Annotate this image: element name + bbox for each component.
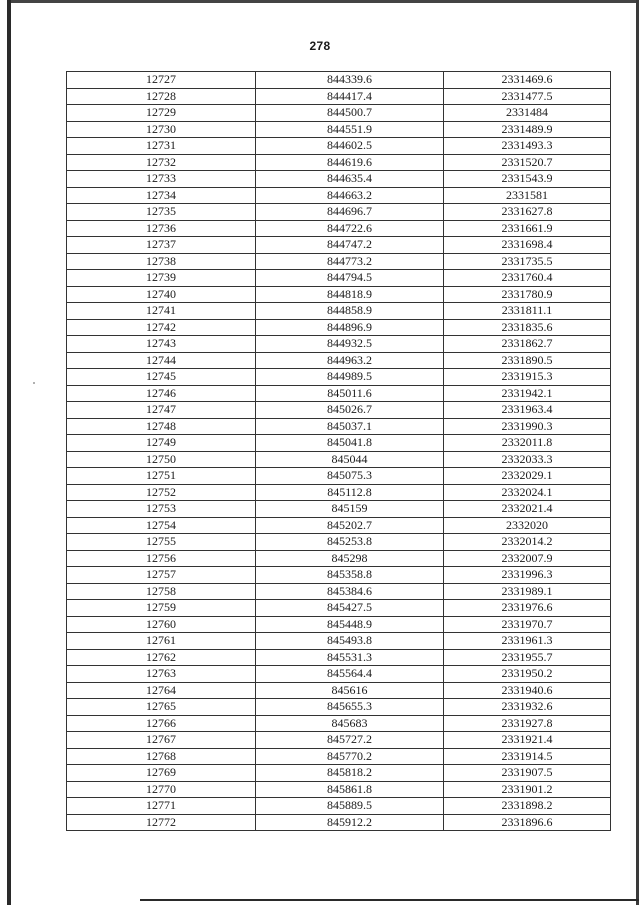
- table-row: [67, 732, 611, 749]
- y-coordinate-cell: 2331940.6: [444, 683, 611, 700]
- table-row: [67, 320, 611, 337]
- y-coordinate-cell: 2331901.2: [444, 782, 611, 799]
- x-coordinate-cell: 844932.5: [256, 336, 444, 353]
- x-coordinate-cell: 845037.1: [256, 419, 444, 436]
- point-number-cell: 12728: [67, 89, 256, 106]
- table-row: [67, 353, 611, 370]
- y-coordinate-cell: 2331581: [444, 188, 611, 205]
- x-coordinate-cell: 845448.9: [256, 617, 444, 634]
- table-row: [67, 699, 611, 716]
- y-coordinate-cell: 2331927.8: [444, 716, 611, 733]
- y-coordinate-cell: 2331520.7: [444, 155, 611, 172]
- point-number-cell: 12731: [67, 138, 256, 155]
- point-number-cell: 12730: [67, 122, 256, 139]
- table-row: [67, 468, 611, 485]
- x-coordinate-cell: 845616: [256, 683, 444, 700]
- table-row: [67, 782, 611, 799]
- y-coordinate-cell: 2331996.3: [444, 567, 611, 584]
- page-border-top: [7, 0, 639, 3]
- point-number-cell: 12746: [67, 386, 256, 403]
- x-coordinate-cell: 845384.6: [256, 584, 444, 601]
- y-coordinate-cell: 2331942.1: [444, 386, 611, 403]
- table-row: [67, 89, 611, 106]
- point-number-cell: 12735: [67, 204, 256, 221]
- x-coordinate-cell: 844500.7: [256, 105, 444, 122]
- y-coordinate-cell: 2331914.5: [444, 749, 611, 766]
- point-number-cell: 12751: [67, 468, 256, 485]
- point-number-cell: 12741: [67, 303, 256, 320]
- table-row: [67, 798, 611, 815]
- x-coordinate-cell: 845727.2: [256, 732, 444, 749]
- y-coordinate-cell: 2331898.2: [444, 798, 611, 815]
- coordinates-table: [66, 71, 611, 831]
- y-coordinate-cell: 2331811.1: [444, 303, 611, 320]
- x-coordinate-cell: 845011.6: [256, 386, 444, 403]
- point-number-cell: 12769: [67, 765, 256, 782]
- x-coordinate-cell: 845202.7: [256, 518, 444, 535]
- point-number-cell: 12736: [67, 221, 256, 238]
- point-number-cell: 12759: [67, 600, 256, 617]
- y-coordinate-cell: 2331963.4: [444, 402, 611, 419]
- table-row: [67, 270, 611, 287]
- y-coordinate-cell: 2331835.6: [444, 320, 611, 337]
- y-coordinate-cell: 2331760.4: [444, 270, 611, 287]
- table-row: [67, 749, 611, 766]
- point-number-cell: 12753: [67, 501, 256, 518]
- x-coordinate-cell: 845912.2: [256, 815, 444, 832]
- point-number-cell: 12729: [67, 105, 256, 122]
- point-number-cell: 12727: [67, 72, 256, 89]
- point-number-cell: 12732: [67, 155, 256, 172]
- table-row: [67, 237, 611, 254]
- point-number-cell: 12743: [67, 336, 256, 353]
- y-coordinate-cell: 2331489.9: [444, 122, 611, 139]
- x-coordinate-cell: 845493.8: [256, 633, 444, 650]
- table-row: [67, 369, 611, 386]
- point-number-cell: 12738: [67, 254, 256, 271]
- table-row: [67, 485, 611, 502]
- y-coordinate-cell: 2331543.9: [444, 171, 611, 188]
- y-coordinate-cell: 2331627.8: [444, 204, 611, 221]
- table-row: [67, 650, 611, 667]
- point-number-cell: 12744: [67, 353, 256, 370]
- table-row: [67, 567, 611, 584]
- x-coordinate-cell: 844858.9: [256, 303, 444, 320]
- x-coordinate-cell: 845075.3: [256, 468, 444, 485]
- y-coordinate-cell: 2332033.3: [444, 452, 611, 469]
- y-coordinate-cell: 2331484: [444, 105, 611, 122]
- y-coordinate-cell: 2331780.9: [444, 287, 611, 304]
- x-coordinate-cell: 845298: [256, 551, 444, 568]
- table-row: [67, 105, 611, 122]
- x-coordinate-cell: 845427.5: [256, 600, 444, 617]
- table-row: [67, 155, 611, 172]
- point-number-cell: 12748: [67, 419, 256, 436]
- x-coordinate-cell: 844818.9: [256, 287, 444, 304]
- x-coordinate-cell: 845861.8: [256, 782, 444, 799]
- table-row: [67, 254, 611, 271]
- page-number: 278: [309, 39, 331, 53]
- x-coordinate-cell: 845683: [256, 716, 444, 733]
- x-coordinate-cell: 844635.4: [256, 171, 444, 188]
- table-row: [67, 386, 611, 403]
- point-number-cell: 12734: [67, 188, 256, 205]
- x-coordinate-cell: 844794.5: [256, 270, 444, 287]
- x-coordinate-cell: 845770.2: [256, 749, 444, 766]
- table-row: [67, 336, 611, 353]
- y-coordinate-cell: 2331469.6: [444, 72, 611, 89]
- x-coordinate-cell: 844896.9: [256, 320, 444, 337]
- x-coordinate-cell: 845564.4: [256, 666, 444, 683]
- y-coordinate-cell: 2331976.6: [444, 600, 611, 617]
- y-coordinate-cell: 2331896.6: [444, 815, 611, 832]
- point-number-cell: 12765: [67, 699, 256, 716]
- y-coordinate-cell: 2331661.9: [444, 221, 611, 238]
- x-coordinate-cell: 845041.8: [256, 435, 444, 452]
- x-coordinate-cell: 844989.5: [256, 369, 444, 386]
- page-border-left: [7, 0, 11, 905]
- x-coordinate-cell: 845655.3: [256, 699, 444, 716]
- y-coordinate-cell: 2331950.2: [444, 666, 611, 683]
- table-row: [67, 600, 611, 617]
- y-coordinate-cell: 2331477.5: [444, 89, 611, 106]
- table-row: [67, 435, 611, 452]
- table-row: [67, 188, 611, 205]
- table-row: [67, 534, 611, 551]
- y-coordinate-cell: 2331921.4: [444, 732, 611, 749]
- x-coordinate-cell: 845358.8: [256, 567, 444, 584]
- table-row: [67, 72, 611, 89]
- y-coordinate-cell: 2331989.1: [444, 584, 611, 601]
- table-row: [67, 204, 611, 221]
- point-number-cell: 12760: [67, 617, 256, 634]
- y-coordinate-cell: 2332020: [444, 518, 611, 535]
- point-number-cell: 12768: [67, 749, 256, 766]
- y-coordinate-cell: 2332011.8: [444, 435, 611, 452]
- x-coordinate-cell: 844722.6: [256, 221, 444, 238]
- x-coordinate-cell: 844747.2: [256, 237, 444, 254]
- table-row: [67, 171, 611, 188]
- point-number-cell: 12740: [67, 287, 256, 304]
- x-coordinate-cell: 845026.7: [256, 402, 444, 419]
- table-row: [67, 402, 611, 419]
- y-coordinate-cell: 2331862.7: [444, 336, 611, 353]
- y-coordinate-cell: 2331915.3: [444, 369, 611, 386]
- point-number-cell: 12750: [67, 452, 256, 469]
- table-row: [67, 633, 611, 650]
- point-number-cell: 12733: [67, 171, 256, 188]
- table-row: [67, 551, 611, 568]
- x-coordinate-cell: 845889.5: [256, 798, 444, 815]
- table-row: [67, 122, 611, 139]
- x-coordinate-cell: 845159: [256, 501, 444, 518]
- x-coordinate-cell: 845044: [256, 452, 444, 469]
- y-coordinate-cell: 2332007.9: [444, 551, 611, 568]
- table-row: [67, 518, 611, 535]
- y-coordinate-cell: 2331990.3: [444, 419, 611, 436]
- point-number-cell: 12745: [67, 369, 256, 386]
- point-number-cell: 12767: [67, 732, 256, 749]
- point-number-cell: 12761: [67, 633, 256, 650]
- y-coordinate-cell: 2332014.2: [444, 534, 611, 551]
- point-number-cell: 12755: [67, 534, 256, 551]
- point-number-cell: 12737: [67, 237, 256, 254]
- table-row: [67, 287, 611, 304]
- point-number-cell: 12758: [67, 584, 256, 601]
- x-coordinate-cell: 845112.8: [256, 485, 444, 502]
- page-border-bottom: [140, 899, 639, 901]
- y-coordinate-cell: 2331493.3: [444, 138, 611, 155]
- x-coordinate-cell: 844339.6: [256, 72, 444, 89]
- y-coordinate-cell: 2332024.1: [444, 485, 611, 502]
- table-row: [67, 584, 611, 601]
- table-row: [67, 815, 611, 832]
- y-coordinate-cell: 2331890.5: [444, 353, 611, 370]
- table-row: [67, 419, 611, 436]
- table-row: [67, 303, 611, 320]
- point-number-cell: 12757: [67, 567, 256, 584]
- page-border-right: [636, 0, 639, 905]
- x-coordinate-cell: 844663.2: [256, 188, 444, 205]
- table-row: [67, 716, 611, 733]
- point-number-cell: 12752: [67, 485, 256, 502]
- point-number-cell: 12762: [67, 650, 256, 667]
- y-coordinate-cell: 2332021.4: [444, 501, 611, 518]
- y-coordinate-cell: 2331955.7: [444, 650, 611, 667]
- x-coordinate-cell: 845253.8: [256, 534, 444, 551]
- y-coordinate-cell: 2331735.5: [444, 254, 611, 271]
- point-number-cell: 12742: [67, 320, 256, 337]
- point-number-cell: 12771: [67, 798, 256, 815]
- x-coordinate-cell: 844963.2: [256, 353, 444, 370]
- y-coordinate-cell: 2331932.6: [444, 699, 611, 716]
- x-coordinate-cell: 844773.2: [256, 254, 444, 271]
- point-number-cell: 12739: [67, 270, 256, 287]
- point-number-cell: 12764: [67, 683, 256, 700]
- point-number-cell: 12756: [67, 551, 256, 568]
- x-coordinate-cell: 844602.5: [256, 138, 444, 155]
- x-coordinate-cell: 844551.9: [256, 122, 444, 139]
- point-number-cell: 12770: [67, 782, 256, 799]
- x-coordinate-cell: 844696.7: [256, 204, 444, 221]
- scan-speck: [33, 382, 35, 384]
- point-number-cell: 12747: [67, 402, 256, 419]
- table-row: [67, 683, 611, 700]
- point-number-cell: 12772: [67, 815, 256, 832]
- y-coordinate-cell: 2332029.1: [444, 468, 611, 485]
- y-coordinate-cell: 2331961.3: [444, 633, 611, 650]
- table-row: [67, 221, 611, 238]
- x-coordinate-cell: 845818.2: [256, 765, 444, 782]
- table-row: [67, 666, 611, 683]
- y-coordinate-cell: 2331907.5: [444, 765, 611, 782]
- y-coordinate-cell: 2331970.7: [444, 617, 611, 634]
- table-row: [67, 617, 611, 634]
- x-coordinate-cell: 844619.6: [256, 155, 444, 172]
- y-coordinate-cell: 2331698.4: [444, 237, 611, 254]
- table-row: [67, 452, 611, 469]
- point-number-cell: 12749: [67, 435, 256, 452]
- table-row: [67, 765, 611, 782]
- table-row: [67, 501, 611, 518]
- x-coordinate-cell: 844417.4: [256, 89, 444, 106]
- table-row: [67, 138, 611, 155]
- point-number-cell: 12763: [67, 666, 256, 683]
- point-number-cell: 12766: [67, 716, 256, 733]
- point-number-cell: 12754: [67, 518, 256, 535]
- x-coordinate-cell: 845531.3: [256, 650, 444, 667]
